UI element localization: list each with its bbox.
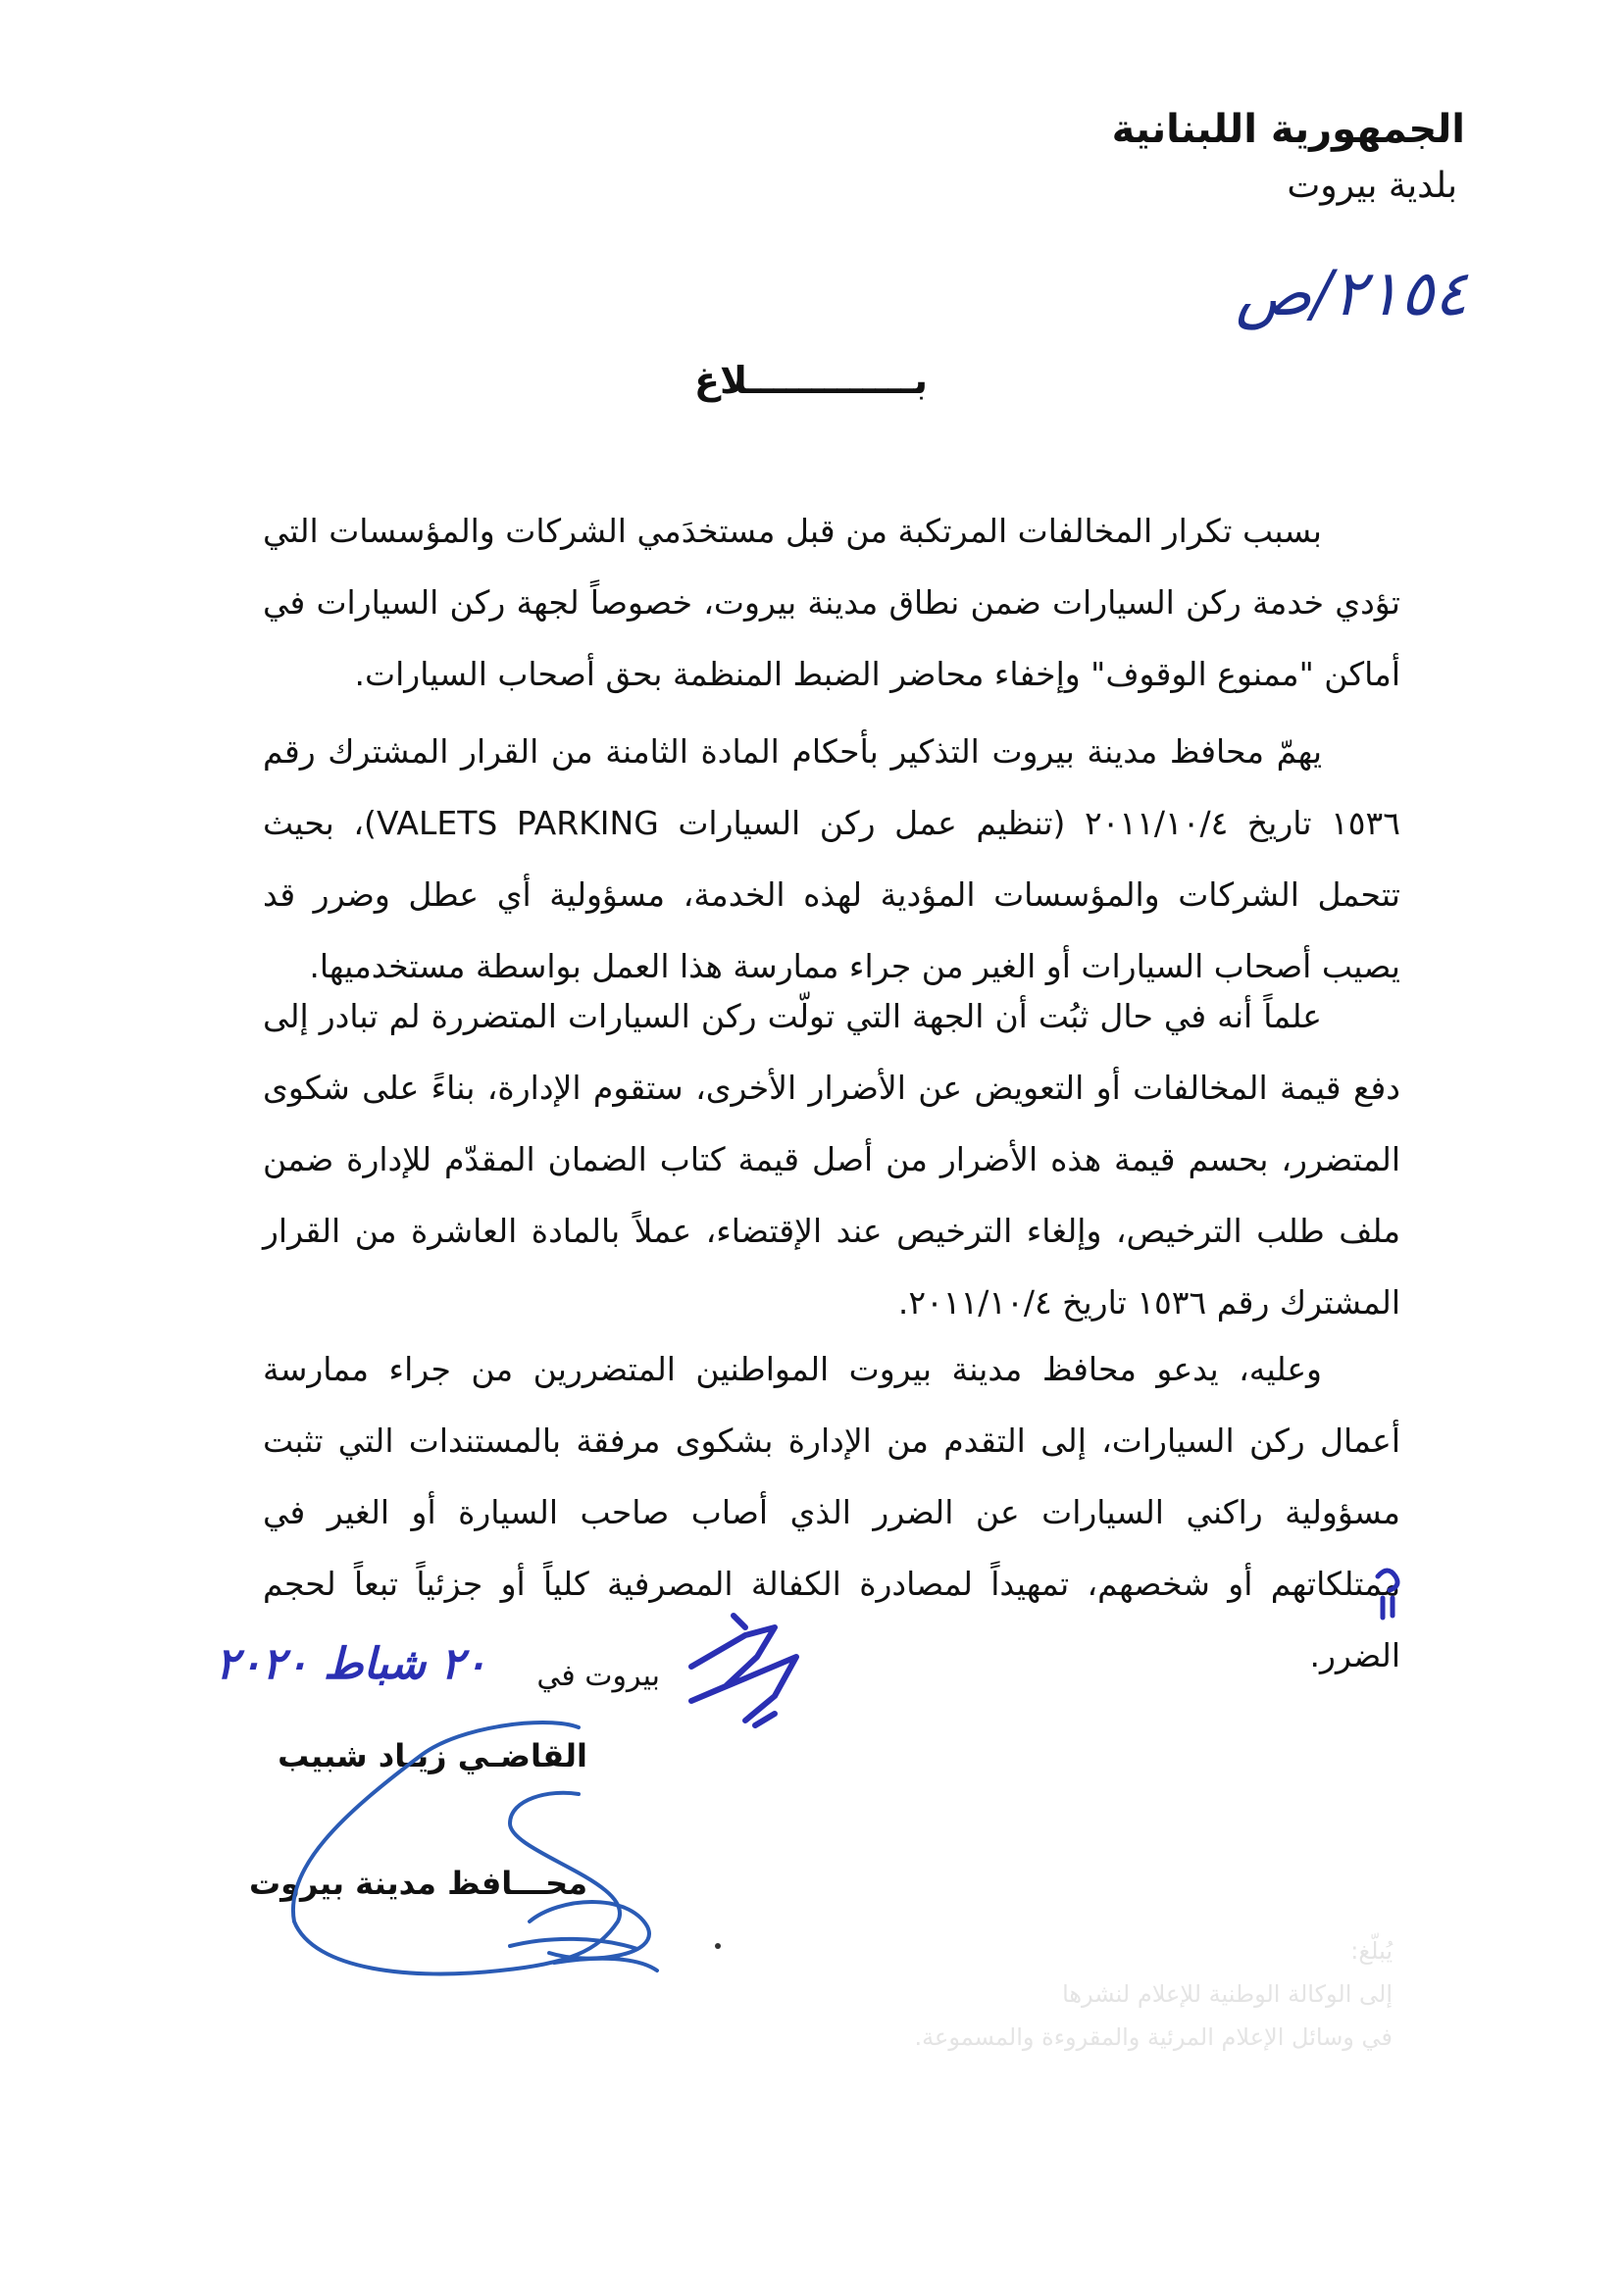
faded-line-3: في وسائل الإعلام المرئية والمقروءة والمسموعة. xyxy=(914,2023,1393,2051)
place-label: بيروت في xyxy=(536,1659,660,1693)
paragraph-2-text: يهمّ محافظ مدينة بيروت التذكير بأحكام المادة الثامنة من القرار المشترك رقم ١٥٣٦ تاريخ ٢٠١١/١٠/٤ (تنظيم عمل ركن السيارات VALETS PARKING)، بحيث تتحمل الشركات والمؤسسات المؤدية لهذه الخدمة، مسؤولية أي عطل وضرر قد يصيب أصحاب السيارات أو الغير من جراء ممارسة هذا العمل بواسطة مستخدميها. xyxy=(263,732,1400,985)
handwritten-date: ٢٠ شباط ٢٠٢٠ xyxy=(216,1639,487,1689)
faded-distribution-note xyxy=(883,1929,1393,2059)
paragraph-4-text: وعليه، يدعو محافظ مدينة بيروت المواطنين المتضررين من جراء ممارسة أعمال ركن السيارات، إلى التقدم من الإدارة بشكوى مرفقة بالمستندات التي تثبت مسؤولية راكني السيارات عن الضرر الذي أصاب صاحب السيارة أو الغير في ممتلكاتهم أو شخصهم، تمهيداً لمصادرة الكفالة المصرفية كلياً أو جزئياً تبعاً لحجم الضرر. xyxy=(263,1350,1400,1674)
signer-name: القاضـي زيـاد شبيب xyxy=(278,1737,587,1774)
paragraph-1 xyxy=(263,495,1400,710)
paragraph-2 xyxy=(263,716,1400,1002)
header-country: الجمهورية اللبنانية xyxy=(1111,107,1465,152)
handwritten-reference-number: ٢١٥٤/ص xyxy=(1236,258,1468,330)
document-title: بـــــــــــــلاغ xyxy=(694,359,928,402)
header-municipality: بلدية بيروت xyxy=(1287,166,1457,206)
paragraph-1-text: بسبب تكرار المخالفات المرتكبة من قبل مستخدَمي الشركات والمؤسسات التي تؤدي خدمة ركن السيارات ضمن نطاق مدينة بيروت، خصوصاً لجهة ركن السيارات في أماكن "ممنوع الوقوف" وإخفاء محاضر الضبط المنظمة بحق أصحاب السيارات. xyxy=(263,512,1400,693)
signer-title: محـــافظ مدينة بيروت xyxy=(248,1865,587,1902)
paragraph-3 xyxy=(263,980,1400,1338)
faded-line-1: يُبلّغ: xyxy=(1350,1937,1393,1965)
faded-line-2: إلى الوكالة الوطنية للإعلام لنشرها xyxy=(1062,1980,1393,2008)
paragraph-3-text: علماً أنه في حال ثبُت أن الجهة التي تولّت ركن السيارات المتضررة لم تبادر إلى دفع قيمة المخالفات أو التعويض عن الأضرار الأخرى، ستقوم الإدارة، بناءً على شكوى المتضرر، بحسم قيمة هذه الأضرار من أصل قيمة كتاب الضمان المقدّم للإدارة ضمن ملف طلب الترخيص، وإلغاء الترخيص عند الإقتضاء، عملاً بالمادة العاشرة من القرار المشترك رقم ١٥٣٦ تاريخ ٢٠١١/١٠/٤. xyxy=(263,997,1400,1322)
paragraph-4 xyxy=(263,1333,1400,1691)
ink-dot-icon xyxy=(715,1943,721,1949)
